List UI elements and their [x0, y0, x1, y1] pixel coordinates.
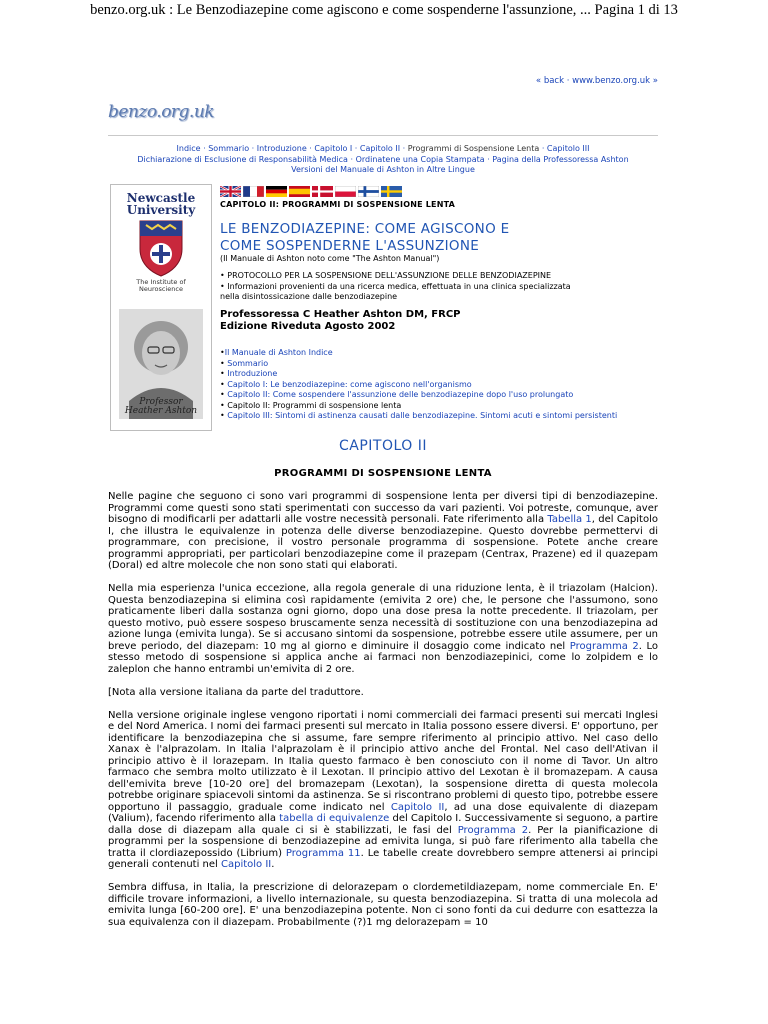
author-portrait	[119, 309, 203, 419]
toc-current: Capitolo II: Programmi di sospensione lenta	[227, 400, 402, 410]
toc-link[interactable]: Il Manuale di Ashton Indice	[224, 348, 333, 357]
bullet: •	[220, 358, 228, 368]
inline-link[interactable]: Programma 2	[457, 824, 529, 836]
text-run: , ad una dose equivalente di diazepam (Valium), facendo riferimento alla	[108, 801, 658, 824]
caption-line-2: Heather Ashton	[124, 406, 198, 416]
language-flags	[220, 186, 402, 197]
body-paragraph	[108, 583, 658, 675]
text-run: Nelle pagine che seguono ci sono vari programmi di sospensione lenta per diversi tipi di benzodiazepine. Programmi come questi sono stati sperimentati con successo da vari pazienti. Voi potreste, comunque, aver bisogno di modificarli per adattarli alle vostre necessità personali. Fate riferimento alla	[108, 491, 658, 525]
nav-current-page: Programmi di Sospensione Lenta	[407, 144, 540, 153]
toc-item	[220, 390, 640, 401]
toc-item	[220, 380, 640, 391]
text-run: . Per la pianificazione di programmi per la sospensione di benzodiazepine ad emivita lunga, si può fare riferimento alla tabella che tratta il clordiazepossido (Librium)	[108, 824, 659, 859]
text-run: Sembra diffusa, in Italia, la prescrizione di delorazepam o clordemetildiazepam, nome commerciale En. E' difficile trovare informazioni, a livello internazionale, su questa benzodiazepina. Si tratta di una molecola ad emivita lunga [60-200 ore]. E' una benzodiazepina potente. Non ci sono fonti da cui dedurre con esattezza la sua equivalenza con il diazepam. Probabilmente (?)1 mg delorazepam = 10	[108, 882, 658, 928]
author-name: Professoressa C Heather Ashton DM, FRCP	[220, 309, 461, 320]
title-line-1: LE BENZODIAZEPINE: COME AGISCONO E	[220, 221, 510, 237]
print-header: benzo.org.uk : Le Benzodiazepine come agiscono e come sospenderne l'assunzione, ... Pagina 1 di 13	[90, 2, 678, 18]
nav-line-3	[108, 165, 658, 176]
body-paragraph	[108, 882, 658, 928]
nav-link[interactable]: Indice	[176, 144, 201, 153]
toc-link[interactable]: Introduzione	[227, 369, 278, 378]
uk-flag-icon[interactable]	[220, 186, 241, 197]
bullet: •	[220, 390, 228, 399]
inline-link[interactable]: Capitolo II	[221, 859, 272, 870]
text-run: , del Capitolo I, che illustra le equivalenze in potenza delle diverse benzodiazepine. Questo dovrebbe permettervi di programmare, con precisione, il vostro personale programma di sospensione. Potete anche creare programmi appropriati, per particolari benzodiazepine come il prazepam (Centrax, Prazene) ed il quazepam (Doral) ed altre molecole che non sono stati qui elaborati.	[108, 514, 658, 571]
site-logo[interactable]: benzo.org.uk	[108, 102, 215, 122]
body-paragraph	[108, 710, 658, 871]
portrait-caption	[119, 398, 203, 416]
nav-separator: ·	[249, 144, 257, 153]
bullet: •	[220, 411, 228, 420]
chapter-tag: CAPITOLO II: PROGRAMMI DI SOSPENSIONE LENTA	[220, 200, 456, 209]
nav-link[interactable]: Capitolo I	[314, 144, 353, 153]
inline-link[interactable]: tabella di equivalenze	[279, 813, 390, 824]
nav-link[interactable]: Introduzione	[256, 144, 307, 153]
france-flag-icon[interactable]	[243, 186, 264, 197]
page-subtitle: (Il Manuale di Ashton noto come "The Ashton Manual")	[220, 254, 440, 263]
toc-link[interactable]: Capitolo III: Sintomi di astinenza causati dalle benzodiazepine. Sintomi acuti e sintomi persistenti	[227, 411, 618, 420]
toc-item	[220, 411, 640, 422]
nav-separator: ·	[400, 144, 408, 153]
inline-link[interactable]: Tabella 1	[547, 514, 592, 525]
bullet: •	[220, 400, 228, 410]
toc-link[interactable]: Sommario	[227, 358, 269, 368]
institute-name	[111, 279, 211, 293]
text-run: . Le tabelle create dovrebbero sempre attenersi ai principi generali contenuti nel	[108, 847, 658, 870]
university-line-1: Newcastle	[126, 191, 196, 205]
caption-line-1: Professor	[139, 397, 183, 407]
denmark-flag-icon[interactable]	[312, 186, 333, 197]
nav-separator: ·	[306, 144, 315, 153]
nav-separator: ·	[539, 144, 547, 153]
text-run: Nella mia esperienza l'unica eccezione, alla regola generale di una riduzione lenta, è il triazolam (Halcion). Questa benzodiazepina si elimina così rapidamente (emivita 2 ore) che, le persone che l'assumono, sono praticamente liberi dalla sostanza ogni giorno, dopo una dose presa la notte precedente. Il triazolam, per questo motivo, può essere sospeso bruscamente senza necessità di sostituzione con una benzodiazepina ad azione lunga (emivita lunga). Se si accusano sintomi da sospensione, potrebbe essere utile assumere, per un breve periodo, del diazepam: 10 mg al giorno e diminuire il dosaggio come indicato nel	[108, 583, 658, 652]
back-home-link[interactable]: « back · www.benzo.org.uk »	[535, 76, 658, 86]
toc-item	[220, 348, 640, 359]
nav-link[interactable]: Capitolo III	[546, 144, 590, 153]
table-of-contents	[220, 348, 640, 422]
nav-link[interactable]: Dichiarazione di Esclusione di Responsabilità Medica	[137, 154, 348, 164]
institute-line-2: Neuroscience	[139, 285, 183, 293]
intro-bullets	[220, 271, 590, 303]
nav-link[interactable]: Versioni del Manuale di Ashton in Altre Lingue	[291, 165, 475, 174]
chapter-heading: CAPITOLO II	[338, 438, 428, 454]
toc-link[interactable]: Capitolo II: Come sospendere l'assunzione delle benzodiazepine dopo l'uso prolungato	[227, 390, 574, 399]
institute-line-1: The Institute of	[136, 278, 186, 286]
intro-bullet: • Informazioni provenienti da una ricerca medica, effettuata in una clinica specializzata nella disintossicazione dalle benzodiazepine	[220, 281, 571, 301]
intro-bullet: • PROTOCOLLO PER LA SOSPENSIONE DELL'ASSUNZIONE DELLE BENZODIAZEPINE	[220, 271, 552, 280]
nav-line-2	[108, 155, 658, 166]
text-run: [Nota alla versione italiana da parte del traduttore.	[108, 686, 364, 698]
university-shield-icon	[138, 219, 184, 277]
inline-link[interactable]: Capitolo II	[390, 801, 445, 813]
toc-item	[220, 369, 640, 380]
text-run: Nella versione originale inglese vengono riportati i nomi commerciali dei farmaci presenti sui mercati Inglesi e del Nord America. I nomi dei farmaci presenti sul mercato in Italia possono essere diversi. E' opportuno, per identificare la benzodiazepina che si assume, fare sempre riferimento al principio attivo. Nel caso dello Xanax è l'alprazolam. In Italia l'alprazolam è il principio attivo anche del Frontal. Nel caso dell'Ativan il principio attivo è il lorazepam. In Italia questo farmaco è ben conosciuto con il nome di Tavor. Un altro farmaco che sembra molto utilizzato è il Lexotan. Il principio attivo del Lexotan è il bromazepam. A causa dell'emivita breve [10-20 ore] del bromazepam (Lexotan), la sospensione diretta di questa molecola potrebbe originare spiacevoli sintomi da astinenza. Se si riscontrano problemi di questo tipo, potrebbe essere opportuno il passaggio, graduale come indicato nel	[108, 709, 658, 813]
poland-flag-icon[interactable]	[335, 186, 356, 197]
spain-flag-icon[interactable]	[289, 186, 310, 197]
nav-link[interactable]: Capitolo II	[359, 144, 401, 153]
article-body	[108, 491, 658, 940]
nav-separator: ·	[484, 154, 493, 164]
text-run: .	[271, 859, 275, 870]
nav-link[interactable]: Pagina della Professoressa Ashton	[492, 154, 629, 164]
text-run: . Lo stesso metodo di sospensione si applica anche ai farmaci non benzodiazepinici, come lo zolpidem e lo zaleplon che hanno entrambi un'emivita di 2 ore.	[108, 640, 658, 675]
toc-item	[220, 401, 640, 412]
finland-flag-icon[interactable]	[358, 186, 379, 197]
author-block	[220, 309, 461, 333]
sidebar-panel	[110, 184, 212, 431]
section-heading: PROGRAMMI DI SOSPENSIONE LENTA	[274, 468, 492, 479]
page-title	[220, 221, 509, 255]
bullet: •	[220, 348, 225, 357]
body-paragraph	[108, 687, 658, 699]
bullet: •	[220, 369, 228, 378]
toc-item	[220, 359, 640, 370]
site-navigation	[108, 144, 658, 176]
inline-link[interactable]: Programma 11	[285, 847, 361, 859]
nav-link[interactable]: Sommario	[208, 144, 250, 153]
divider	[108, 135, 658, 136]
nav-link[interactable]: Ordinatene una Copia Stampata	[355, 154, 485, 164]
text-run: del Capitolo I. Successivamente si seguono, a partire dalla dose di diazepam alla quale ci si è stabilizzati, le fasi del	[108, 813, 658, 836]
nav-separator: ·	[200, 144, 209, 153]
university-line-2: University	[126, 203, 196, 217]
inline-link[interactable]: Programma 2	[569, 640, 639, 652]
edition-date: Edizione Riveduta Agosto 2002	[220, 321, 396, 332]
body-paragraph	[108, 491, 658, 572]
bullet: •	[220, 379, 228, 389]
nav-separator: ·	[352, 144, 360, 153]
university-name	[111, 192, 211, 216]
sweden-flag-icon[interactable]	[381, 186, 402, 197]
nav-separator: ·	[347, 154, 356, 164]
nav-line-1	[108, 144, 658, 155]
germany-flag-icon[interactable]	[266, 186, 287, 197]
toc-link[interactable]: Capitolo I: Le benzodiazepine: come agiscono nell'organismo	[227, 379, 472, 389]
title-line-2: COME SOSPENDERNE L'ASSUNZIONE	[220, 238, 480, 254]
